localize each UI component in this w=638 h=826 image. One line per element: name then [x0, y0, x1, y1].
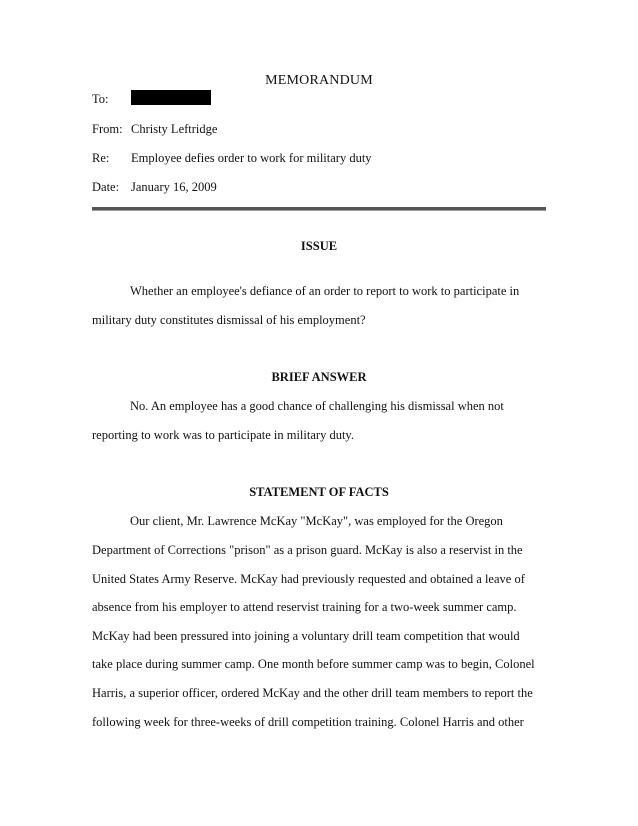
redacted-recipient [131, 90, 211, 105]
brief-answer-heading: BRIEF ANSWER [271, 370, 367, 384]
to-label: To: [92, 92, 109, 106]
facts-line: take place during summer camp. One month before summer camp was to begin, Colonel [92, 657, 535, 671]
header-divider [92, 207, 546, 211]
re-row [92, 149, 372, 167]
facts-line: following week for three-weeks of drill competition training. Colonel Harris and other [92, 715, 524, 729]
facts-line: United States Army Reserve. McKay had previously requested and obtained a leave of [92, 572, 525, 586]
re-label: Re: [92, 151, 110, 165]
facts-line: Our client, Mr. Lawrence McKay "McKay", was employed for the Oregon [130, 514, 503, 528]
from-label: From: [92, 122, 123, 136]
memo-title: MEMORANDUM [265, 73, 373, 88]
issue-line: military duty constitutes dismissal of his employment? [92, 313, 366, 327]
issue-heading: ISSUE [300, 239, 338, 253]
date-label: Date: [92, 180, 120, 194]
facts-line: McKay had been pressured into joining a voluntary drill team competition that would [92, 629, 520, 643]
facts-line: Department of Corrections "prison" as a prison guard. McKay is also a reservist in the [92, 543, 523, 557]
facts-line: absence from his employer to attend reservist training for a two-week summer camp. [92, 600, 517, 614]
to-row [92, 90, 131, 108]
re-value: Employee defies order to work for military duty [131, 151, 372, 165]
date-value: January 16, 2009 [131, 180, 217, 194]
brief-answer-line: reporting to work was to participate in military duty. [92, 428, 354, 442]
from-value: Christy Leftridge [131, 122, 218, 136]
issue-line: Whether an employee's defiance of an order to report to work to participate in [130, 284, 520, 298]
facts-line: Harris, a superior officer, ordered McKay and the other drill team members to report the [92, 686, 533, 700]
date-row [92, 178, 217, 196]
from-row [92, 120, 217, 138]
facts-heading: STATEMENT OF FACTS [249, 485, 389, 499]
brief-answer-line: No. An employee has a good chance of challenging his dismissal when not [130, 399, 504, 413]
